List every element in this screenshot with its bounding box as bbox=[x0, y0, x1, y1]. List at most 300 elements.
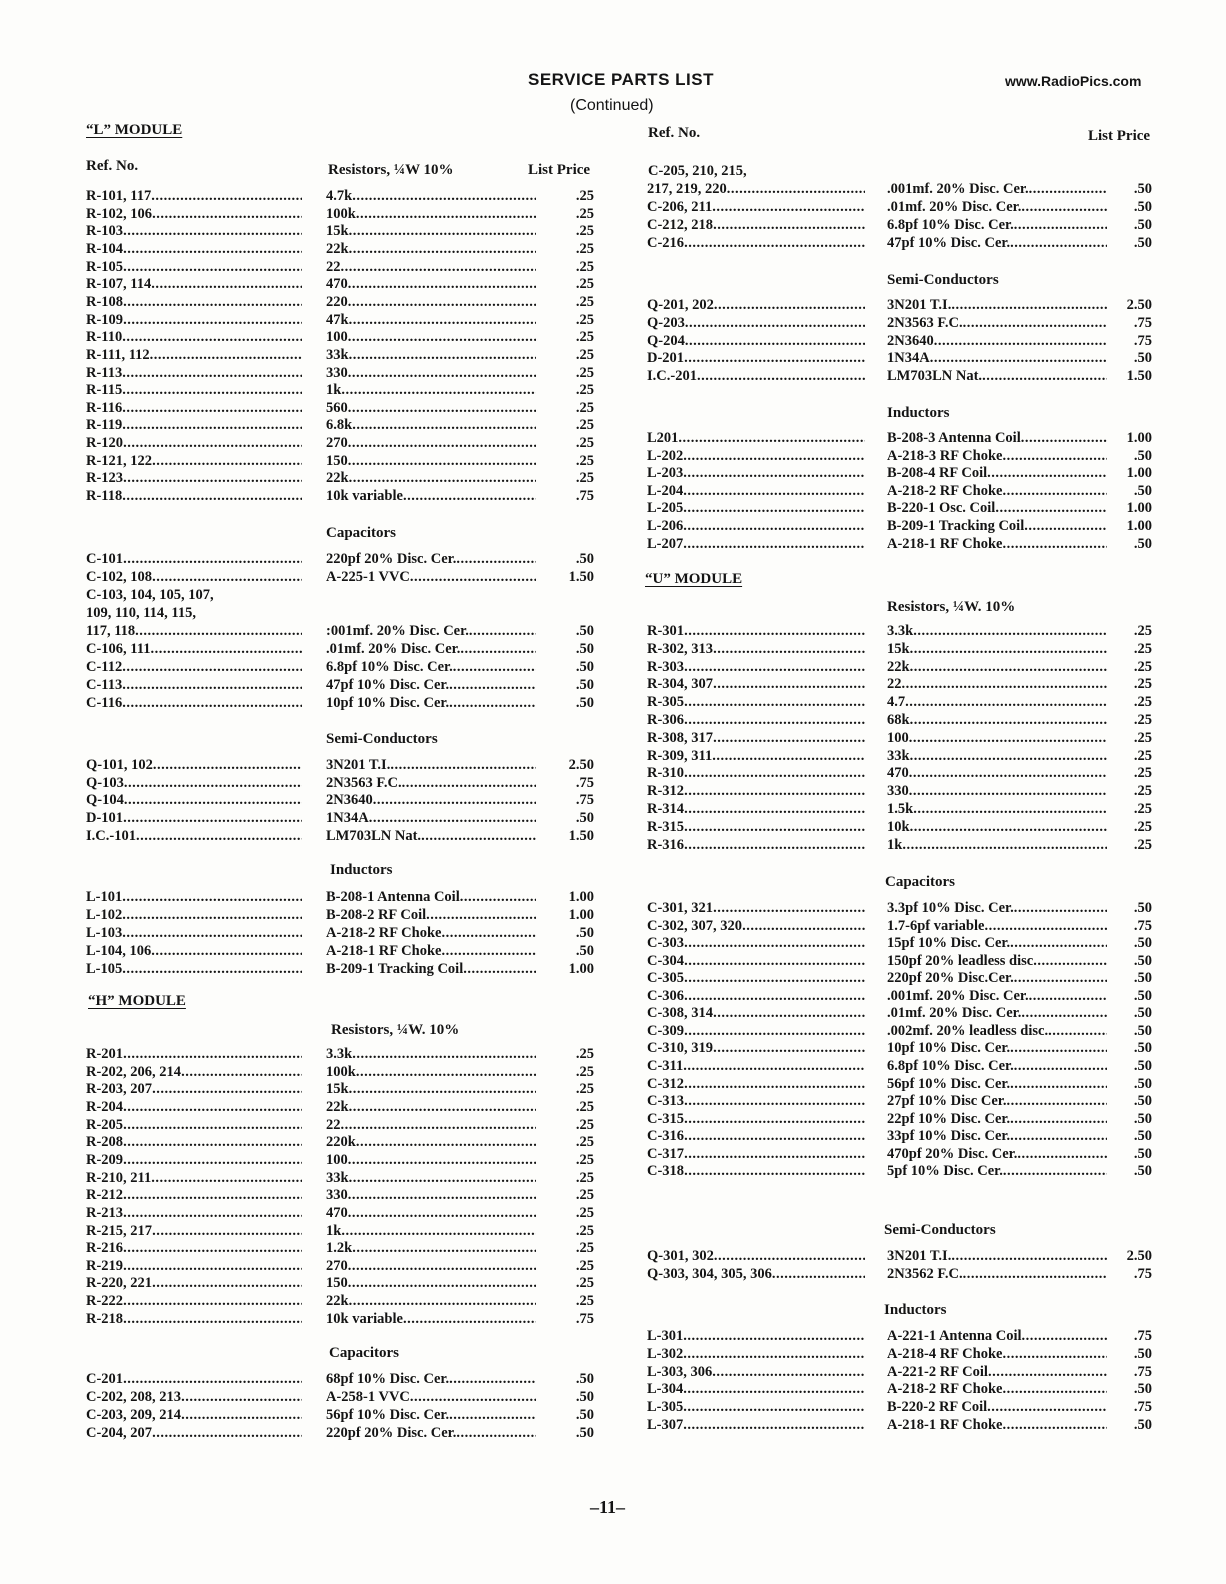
part-ref: R-105 ..... bbox=[86, 259, 302, 276]
part-price: .25 bbox=[575, 1222, 594, 1239]
part-row bbox=[86, 695, 594, 712]
part-description: 15k ..... bbox=[887, 641, 1107, 658]
part-ref: C-301, 321 ..... bbox=[647, 900, 865, 917]
part-price: .25 bbox=[1133, 640, 1152, 657]
part-price: .50 bbox=[1133, 1093, 1152, 1110]
part-description: 2N3563 F.C. ..... bbox=[887, 315, 1107, 332]
part-ref: L-202 ..... bbox=[647, 448, 865, 465]
part-row bbox=[86, 551, 594, 568]
part-ref: Q-101, 102 ..... bbox=[86, 757, 302, 774]
part-price: 1.00 bbox=[1126, 500, 1152, 517]
part-row bbox=[647, 748, 1152, 765]
part-description: A-218-1 RF Choke ..... bbox=[326, 943, 536, 960]
part-price: .25 bbox=[575, 399, 594, 416]
u-capacitors-heading: Capacitors bbox=[885, 874, 955, 890]
part-row bbox=[86, 569, 594, 586]
part-ref: C-216 ..... bbox=[647, 235, 865, 252]
part-description: 10pf 10% Disc. Cer. ..... bbox=[887, 1040, 1107, 1057]
part-row bbox=[647, 465, 1152, 482]
part-description: LM703LN Nat. ..... bbox=[887, 368, 1107, 385]
part-ref: C-101 ..... bbox=[86, 551, 302, 568]
part-row bbox=[647, 199, 1152, 216]
part-price: .50 bbox=[575, 623, 594, 639]
part-description: 100 ..... bbox=[887, 730, 1107, 747]
part-description: 1.7-6pf variable ..... bbox=[887, 918, 1107, 935]
part-price: .50 bbox=[575, 942, 594, 959]
part-price: .50 bbox=[1133, 1345, 1152, 1362]
part-row bbox=[647, 181, 1152, 198]
part-row bbox=[647, 1005, 1152, 1022]
part-description: 150pf 20% leadless disc ..... bbox=[887, 953, 1107, 970]
part-ref: C-303 ..... bbox=[647, 935, 865, 952]
part-ref: R-302, 313 ..... bbox=[647, 641, 865, 658]
part-row bbox=[647, 1076, 1152, 1093]
part-row bbox=[647, 315, 1152, 332]
part-ref: C-306 ..... bbox=[647, 988, 865, 1005]
part-row bbox=[647, 333, 1152, 350]
part-description: 220 ..... bbox=[326, 294, 536, 311]
part-price: .75 bbox=[575, 792, 594, 809]
part-ref: R-312 ..... bbox=[647, 783, 865, 800]
part-price: 1.00 bbox=[1126, 430, 1152, 446]
part-description: 3N201 T.I. ..... bbox=[887, 1248, 1107, 1265]
part-ref: R-305 ..... bbox=[647, 694, 865, 711]
part-price: .50 bbox=[1133, 1022, 1152, 1039]
page-subtitle: (Continued) bbox=[570, 97, 654, 114]
part-ref: C-315 ..... bbox=[647, 1111, 865, 1128]
part-row bbox=[647, 676, 1152, 693]
part-price: .25 bbox=[1133, 694, 1152, 711]
part-row bbox=[86, 241, 594, 258]
part-description: 22k ..... bbox=[326, 470, 536, 487]
part-row bbox=[86, 276, 594, 293]
part-ref: R-213 ..... bbox=[86, 1205, 302, 1222]
part-price: .25 bbox=[575, 1275, 594, 1292]
part-row bbox=[647, 1146, 1152, 1163]
part-price: 1.50 bbox=[568, 569, 594, 585]
part-description: 330 ..... bbox=[326, 365, 536, 382]
part-description: 4.7 ..... bbox=[887, 694, 1107, 711]
part-ref: R-116 ..... bbox=[86, 400, 302, 417]
part-row bbox=[647, 430, 1152, 447]
part-description: 47k ..... bbox=[326, 312, 536, 329]
part-description: B-209-1 Tracking Coil ..... bbox=[887, 518, 1107, 535]
part-description: .01mf. 20% Disc. Cer. ..... bbox=[887, 1005, 1107, 1022]
l-capacitors-heading: Capacitors bbox=[326, 525, 396, 541]
part-description: 1k ..... bbox=[326, 382, 536, 399]
part-ref: R-110 ..... bbox=[86, 329, 302, 346]
part-price: .25 bbox=[575, 1187, 594, 1204]
multi-ref-line: 109, 110, 114, 115, bbox=[86, 605, 196, 621]
part-row bbox=[647, 368, 1152, 385]
part-description: 22k ..... bbox=[887, 659, 1107, 676]
ref-no-heading-right: Ref. No. bbox=[648, 125, 701, 141]
part-ref: Q-201, 202 ..... bbox=[647, 297, 865, 314]
h-inductors-heading: Inductors bbox=[887, 405, 950, 421]
part-row bbox=[647, 1346, 1152, 1363]
part-description: A-218-2 RF Choke ..... bbox=[887, 483, 1107, 500]
part-description: 100k ..... bbox=[326, 1064, 536, 1081]
part-price: 1.50 bbox=[1126, 368, 1152, 385]
part-ref: C-206, 211 ..... bbox=[647, 199, 865, 216]
part-price: .50 bbox=[1133, 1163, 1152, 1180]
part-price: .25 bbox=[1133, 658, 1152, 675]
part-ref: I.C.-201 ..... bbox=[647, 368, 865, 385]
part-row bbox=[647, 536, 1152, 553]
part-description: 220k ..... bbox=[326, 1134, 536, 1151]
part-row bbox=[647, 1058, 1152, 1075]
part-price: .50 bbox=[575, 695, 594, 711]
part-description: 1N34A ..... bbox=[326, 810, 536, 827]
part-ref: L-101 ..... bbox=[86, 889, 302, 906]
part-description: 100 ..... bbox=[326, 329, 536, 346]
part-description: 270 ..... bbox=[326, 1258, 536, 1275]
part-ref: L-305 ..... bbox=[647, 1399, 865, 1416]
part-price: .50 bbox=[1133, 1040, 1152, 1057]
part-row bbox=[86, 1152, 594, 1169]
part-ref: R-109 ..... bbox=[86, 312, 302, 329]
part-price: .25 bbox=[575, 435, 594, 452]
part-price: .25 bbox=[575, 258, 594, 275]
part-ref: L-207 ..... bbox=[647, 536, 865, 553]
part-ref: C-304 ..... bbox=[647, 953, 865, 970]
part-ref: 217, 219, 220 ..... bbox=[647, 181, 865, 198]
part-price: .75 bbox=[1133, 1266, 1152, 1282]
part-description: .002mf. 20% leadless disc. ..... bbox=[887, 1023, 1107, 1040]
part-price: .50 bbox=[1133, 1381, 1152, 1398]
part-row bbox=[86, 347, 594, 364]
part-description: 3N201 T.I. ..... bbox=[887, 297, 1107, 314]
part-description: 3.3pf 10% Disc. Cer. ..... bbox=[887, 900, 1107, 917]
part-row bbox=[647, 900, 1152, 917]
part-row bbox=[86, 365, 594, 382]
part-price: .25 bbox=[575, 1293, 594, 1310]
part-description: 330 ..... bbox=[326, 1187, 536, 1204]
part-price: .25 bbox=[575, 1240, 594, 1257]
part-price: .50 bbox=[575, 1406, 594, 1423]
part-price: .25 bbox=[575, 311, 594, 328]
part-ref: L-205 ..... bbox=[647, 500, 865, 517]
part-row bbox=[647, 765, 1152, 782]
part-row bbox=[86, 828, 594, 845]
part-price: .50 bbox=[1133, 350, 1152, 367]
part-row bbox=[647, 483, 1152, 500]
part-row bbox=[647, 1399, 1152, 1416]
part-description: 6.8k ..... bbox=[326, 417, 536, 434]
part-row bbox=[647, 1023, 1152, 1040]
part-description: 68pf 10% Disc. Cer. ..... bbox=[326, 1371, 536, 1388]
part-ref: C-112 ..... bbox=[86, 659, 302, 676]
part-description: 1N34A ..... bbox=[887, 350, 1107, 367]
part-row bbox=[86, 623, 594, 640]
part-ref: R-103 ..... bbox=[86, 223, 302, 240]
part-ref: C-113 ..... bbox=[86, 677, 302, 694]
part-ref: C-305 ..... bbox=[647, 970, 865, 987]
page-title: SERVICE PARTS LIST bbox=[528, 70, 714, 89]
part-row bbox=[86, 1311, 594, 1328]
part-ref: C-106, 111 ..... bbox=[86, 641, 302, 658]
part-ref: R-120 ..... bbox=[86, 435, 302, 452]
part-price: .50 bbox=[575, 551, 594, 567]
part-ref: R-119 ..... bbox=[86, 417, 302, 434]
part-ref: C-310, 319 ..... bbox=[647, 1040, 865, 1057]
part-ref: C-316 ..... bbox=[647, 1128, 865, 1145]
part-row bbox=[86, 1275, 594, 1292]
part-row bbox=[86, 1187, 594, 1204]
part-price: .50 bbox=[1133, 1110, 1152, 1127]
part-ref: R-118 ..... bbox=[86, 488, 302, 505]
part-description: 470pf 20% Disc. Cer. ..... bbox=[887, 1146, 1107, 1163]
part-price: .25 bbox=[575, 276, 594, 293]
part-price: .25 bbox=[1133, 623, 1152, 639]
h-resistors-heading: Resistors, ¼W. 10% bbox=[331, 1022, 460, 1038]
part-row bbox=[647, 1040, 1152, 1057]
part-row bbox=[647, 918, 1152, 935]
part-ref: R-308, 317 ..... bbox=[647, 730, 865, 747]
part-price: .25 bbox=[575, 1081, 594, 1098]
part-ref: R-212 ..... bbox=[86, 1187, 302, 1204]
part-row bbox=[86, 417, 594, 434]
part-row bbox=[647, 1328, 1152, 1345]
l-inductors-heading: Inductors bbox=[330, 862, 393, 878]
part-description: 6.8pf 10% Disc. Cer. ..... bbox=[887, 1058, 1107, 1075]
part-ref: R-310 ..... bbox=[647, 765, 865, 782]
part-description: 27pf 10% Disc Cer. ..... bbox=[887, 1093, 1107, 1110]
part-row bbox=[86, 1258, 594, 1275]
part-price: .50 bbox=[1133, 235, 1152, 251]
part-row bbox=[647, 1381, 1152, 1398]
part-ref: R-303 ..... bbox=[647, 659, 865, 676]
part-ref: R-208 ..... bbox=[86, 1134, 302, 1151]
part-row bbox=[86, 757, 594, 774]
part-row bbox=[86, 206, 594, 223]
part-ref: R-301 ..... bbox=[647, 623, 865, 640]
part-description: 100k ..... bbox=[326, 206, 536, 223]
h-module-heading: “H” MODULE bbox=[88, 993, 186, 1009]
part-price: .25 bbox=[575, 1204, 594, 1221]
l-module-heading: “L” MODULE bbox=[86, 122, 183, 138]
part-ref: R-215, 217 ..... bbox=[86, 1223, 302, 1240]
part-ref: C-311 ..... bbox=[647, 1058, 865, 1075]
part-description: 330 ..... bbox=[887, 783, 1107, 800]
part-row bbox=[86, 1223, 594, 1240]
part-price: .50 bbox=[1133, 987, 1152, 1004]
part-row bbox=[647, 988, 1152, 1005]
part-row bbox=[86, 925, 594, 942]
part-description: .01mf. 20% Disc. Cer. ..... bbox=[887, 199, 1107, 216]
part-row bbox=[86, 470, 594, 487]
l-semis-heading: Semi-Conductors bbox=[326, 731, 438, 747]
part-description: A-221-2 RF Coil ..... bbox=[887, 1364, 1107, 1381]
part-price: 2.50 bbox=[1126, 1248, 1152, 1264]
part-row bbox=[86, 907, 594, 924]
part-ref: Q-104 ..... bbox=[86, 792, 302, 809]
part-description: 10k variable ..... bbox=[326, 1311, 536, 1328]
part-row bbox=[647, 659, 1152, 676]
part-row bbox=[647, 935, 1152, 952]
list-price-heading: List Price bbox=[528, 162, 591, 178]
part-description: 56pf 10% Disc. Cer. ..... bbox=[887, 1076, 1107, 1093]
part-row bbox=[86, 1425, 594, 1442]
part-row bbox=[647, 623, 1152, 640]
part-description: 2N3563 F.C. ..... bbox=[326, 775, 536, 792]
part-row bbox=[647, 518, 1152, 535]
u-resistors-heading: Resistors, ¼W. 10% bbox=[887, 599, 1016, 615]
part-description: 33k ..... bbox=[326, 347, 536, 364]
part-description: 3.3k ..... bbox=[326, 1046, 536, 1063]
part-description: 15k ..... bbox=[326, 1081, 536, 1098]
part-price: .75 bbox=[575, 774, 594, 791]
part-price: .25 bbox=[1133, 747, 1152, 764]
part-ref: C-201 ..... bbox=[86, 1371, 302, 1388]
part-price: .50 bbox=[575, 659, 594, 675]
part-row bbox=[86, 400, 594, 417]
part-price: .25 bbox=[575, 364, 594, 381]
part-ref: R-201 ..... bbox=[86, 1046, 302, 1063]
part-row bbox=[647, 1093, 1152, 1110]
part-price: .50 bbox=[1133, 199, 1152, 215]
part-price: .50 bbox=[1133, 900, 1152, 916]
part-ref: C-309 ..... bbox=[647, 1023, 865, 1040]
part-description: B-208-1 Antenna Coil ..... bbox=[326, 889, 536, 906]
part-description: 10k variable ..... bbox=[326, 488, 536, 505]
part-description: B-208-3 Antenna Coil ..... bbox=[887, 430, 1107, 447]
part-description: 22 ..... bbox=[326, 1117, 536, 1134]
part-ref: C-312 ..... bbox=[647, 1076, 865, 1093]
part-description: 1.5k ..... bbox=[887, 801, 1107, 818]
part-price: .25 bbox=[575, 240, 594, 257]
part-ref: L201 ..... bbox=[647, 430, 865, 447]
part-row bbox=[647, 730, 1152, 747]
part-row bbox=[86, 659, 594, 676]
part-description: A-218-2 RF Choke ..... bbox=[887, 1381, 1107, 1398]
part-description: 150 ..... bbox=[326, 453, 536, 470]
part-description: A-218-1 RF Choke ..... bbox=[887, 536, 1107, 553]
part-description: 220pf 20% Disc. Cer. ..... bbox=[326, 1425, 536, 1442]
part-description: 22k ..... bbox=[326, 1293, 536, 1310]
part-price: 1.00 bbox=[568, 889, 594, 905]
part-price: .50 bbox=[575, 1388, 594, 1405]
part-description: 3N201 T.I. ..... bbox=[326, 757, 536, 774]
part-row bbox=[86, 188, 594, 205]
part-price: .50 bbox=[575, 1424, 594, 1441]
part-description: 22k ..... bbox=[326, 241, 536, 258]
part-ref: R-304, 307 ..... bbox=[647, 676, 865, 693]
part-price: .50 bbox=[575, 1371, 594, 1387]
part-row bbox=[647, 712, 1152, 729]
part-description: 2N3640 ..... bbox=[326, 792, 536, 809]
part-row bbox=[647, 297, 1152, 314]
part-ref: R-107, 114 ..... bbox=[86, 276, 302, 293]
part-price: .25 bbox=[575, 1257, 594, 1274]
part-description: 15k ..... bbox=[326, 223, 536, 240]
part-ref: R-123 ..... bbox=[86, 470, 302, 487]
part-description: 47pf 10% Disc. Cer. ..... bbox=[887, 235, 1107, 252]
part-row bbox=[647, 350, 1152, 367]
part-price: .25 bbox=[1133, 783, 1152, 800]
part-ref: L-105 ..... bbox=[86, 961, 302, 978]
part-description: 15pf 10% Disc. Cer. ..... bbox=[887, 935, 1107, 952]
part-ref: R-104 ..... bbox=[86, 241, 302, 258]
ref-no-heading: Ref. No. bbox=[86, 158, 139, 174]
part-row bbox=[647, 837, 1152, 854]
part-ref: R-115 ..... bbox=[86, 382, 302, 399]
page-number: –11– bbox=[590, 1497, 626, 1517]
part-description: 22k ..... bbox=[326, 1099, 536, 1116]
part-row bbox=[647, 217, 1152, 234]
part-description: LM703LN Nat. ..... bbox=[326, 828, 536, 845]
part-price: .25 bbox=[575, 293, 594, 310]
h-semis-heading: Semi-Conductors bbox=[887, 272, 999, 288]
part-price: .75 bbox=[1133, 1363, 1152, 1380]
part-description: 4.7k ..... bbox=[326, 188, 536, 205]
part-description: 1k ..... bbox=[887, 837, 1107, 854]
part-price: .50 bbox=[1133, 181, 1152, 197]
part-price: .75 bbox=[575, 488, 594, 505]
part-price: .50 bbox=[1133, 447, 1152, 464]
part-ref: R-111, 112 ..... bbox=[86, 347, 302, 364]
part-row bbox=[86, 329, 594, 346]
part-description: 47pf 10% Disc. Cer. ..... bbox=[326, 677, 536, 694]
part-description: A-218-2 RF Choke ..... bbox=[326, 925, 536, 942]
part-ref: C-308, 314 ..... bbox=[647, 1005, 865, 1022]
part-price: .25 bbox=[1133, 836, 1152, 853]
part-row bbox=[86, 1371, 594, 1388]
h-capacitors-heading: Capacitors bbox=[329, 1345, 399, 1361]
part-price: .25 bbox=[575, 223, 594, 240]
part-row bbox=[647, 641, 1152, 658]
part-row bbox=[647, 694, 1152, 711]
part-description: 1k ..... bbox=[326, 1223, 536, 1240]
part-price: .75 bbox=[1133, 314, 1152, 331]
part-row bbox=[647, 1128, 1152, 1145]
part-row bbox=[86, 453, 594, 470]
part-ref: R-113 ..... bbox=[86, 365, 302, 382]
part-row bbox=[647, 783, 1152, 800]
part-price: .50 bbox=[1133, 935, 1152, 952]
part-price: .25 bbox=[575, 1046, 594, 1062]
part-row bbox=[86, 294, 594, 311]
part-price: .25 bbox=[575, 470, 594, 487]
part-price: .50 bbox=[1133, 1145, 1152, 1162]
site-url[interactable]: www.RadioPics.com bbox=[1005, 73, 1142, 89]
part-description: 1.2k ..... bbox=[326, 1240, 536, 1257]
part-description: B-220-2 RF Coil ..... bbox=[887, 1399, 1107, 1416]
part-row bbox=[86, 1389, 594, 1406]
part-description: 56pf 10% Disc. Cer. ..... bbox=[326, 1407, 536, 1424]
part-price: .25 bbox=[575, 1169, 594, 1186]
part-description: 150 ..... bbox=[326, 1275, 536, 1292]
part-ref: C-202, 208, 213 ..... bbox=[86, 1389, 302, 1406]
part-price: .25 bbox=[575, 417, 594, 434]
part-price: 2.50 bbox=[568, 757, 594, 773]
part-row bbox=[86, 1064, 594, 1081]
part-description: 10k ..... bbox=[887, 819, 1107, 836]
part-row bbox=[86, 792, 594, 809]
part-row bbox=[647, 970, 1152, 987]
part-ref: L-302 ..... bbox=[647, 1346, 865, 1363]
part-price: .25 bbox=[1133, 801, 1152, 817]
part-description: 220pf 20% Disc.Cer. ..... bbox=[887, 970, 1107, 987]
part-description: B-220-1 Osc. Coil ..... bbox=[887, 500, 1107, 517]
part-ref: Q-303, 304, 305, 306 ..... bbox=[647, 1266, 865, 1283]
part-ref: L-307 ..... bbox=[647, 1417, 865, 1434]
part-description: A-258-1 VVC ..... bbox=[326, 1389, 536, 1406]
part-ref: L-304 ..... bbox=[647, 1381, 865, 1398]
part-price: .50 bbox=[1133, 1005, 1152, 1022]
part-price: .75 bbox=[575, 1310, 594, 1327]
part-description: 22 ..... bbox=[326, 259, 536, 276]
